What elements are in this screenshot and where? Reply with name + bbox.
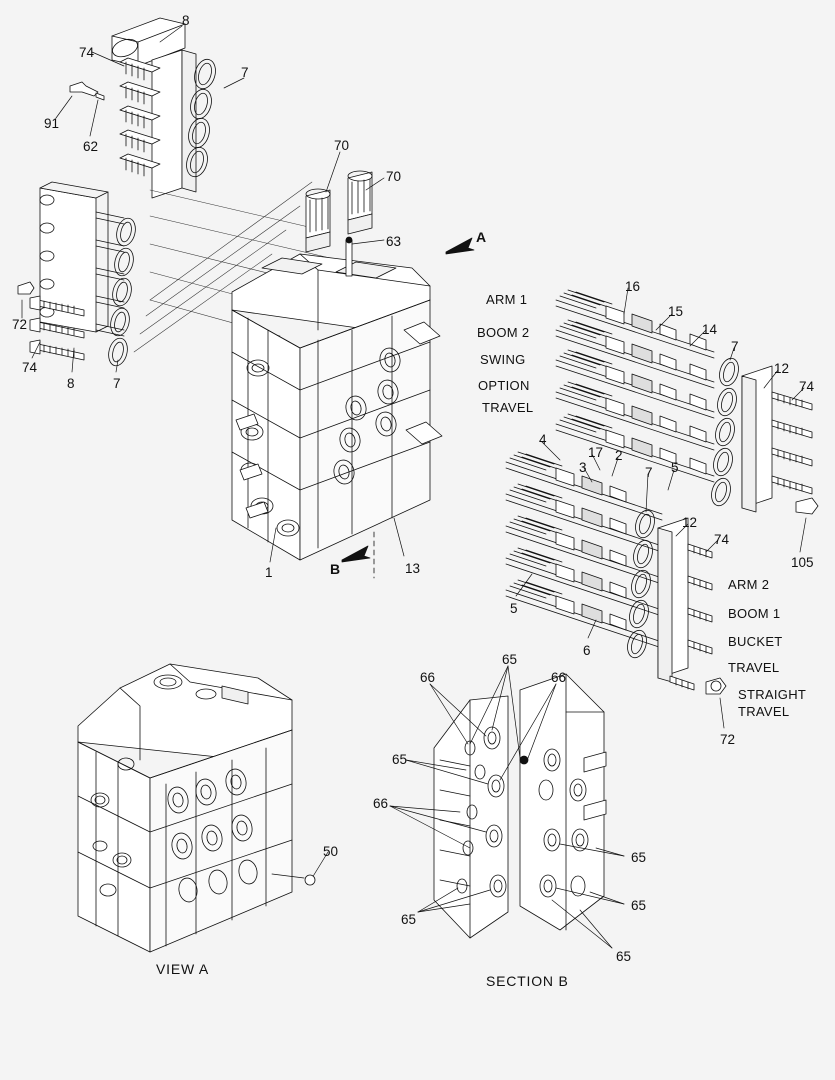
function-label-boom-1: BOOM 1 [728, 606, 781, 621]
callout-12-lowerright: 12 [682, 515, 698, 530]
callout-91: 91 [44, 116, 60, 131]
callout-74-lowerright: 74 [714, 532, 730, 547]
callout-66-b: 66 [551, 670, 567, 685]
callout-8-left: 8 [67, 376, 75, 391]
callout-4: 4 [539, 432, 547, 447]
callout-105: 105 [791, 555, 814, 570]
callout-62: 62 [83, 139, 99, 154]
callout-2: 2 [615, 448, 623, 463]
function-label-straight-travel: TRAVEL [738, 704, 790, 719]
function-label-boom-2: BOOM 2 [477, 325, 530, 340]
callout-5-lower: 5 [510, 601, 518, 616]
callout-15: 15 [668, 304, 684, 319]
callout-16: 16 [625, 279, 641, 294]
callout-1: 1 [265, 565, 273, 580]
section-marker-b: B [330, 561, 341, 577]
callout-72-right: 72 [720, 732, 736, 747]
left-spool-stack [18, 182, 138, 368]
callout-70-a: 70 [334, 138, 350, 153]
callout-65-a: 65 [502, 652, 518, 667]
callout-72-left: 72 [12, 317, 28, 332]
function-label-bucket: BUCKET [728, 634, 783, 649]
callout-65-d: 65 [631, 898, 647, 913]
section-b-illustration [390, 666, 624, 948]
callout-63: 63 [386, 234, 402, 249]
callout-3: 3 [579, 460, 587, 475]
callout-74-topleft: 74 [79, 45, 95, 60]
callout-65-e: 65 [401, 912, 417, 927]
view-a-title: VIEW A [156, 961, 210, 977]
function-label-travel-left: TRAVEL [482, 400, 534, 415]
callout-65-f: 65 [616, 949, 632, 964]
callout-66-a: 66 [420, 670, 436, 685]
callout-7-topleft: 7 [241, 65, 249, 80]
callout-12-upperright: 12 [774, 361, 790, 376]
callout-50: 50 [323, 844, 339, 859]
callout-5-upper: 5 [671, 460, 679, 475]
function-label-travel-right: TRAVEL [728, 660, 780, 675]
callout-17: 17 [588, 445, 604, 460]
view-a-illustration [78, 664, 315, 952]
callout-7-mid: 7 [645, 465, 653, 480]
callout-14: 14 [702, 322, 718, 337]
callout-65-c: 65 [631, 850, 647, 865]
callout-70-b: 70 [386, 169, 402, 184]
callout-7-left: 7 [113, 376, 121, 391]
function-label-arm-1: ARM 1 [486, 292, 528, 307]
callout-74-left: 74 [22, 360, 38, 375]
lower-right-spool-assemblies [506, 452, 726, 694]
function-label-swing: SWING [480, 352, 526, 367]
callout-6: 6 [583, 643, 591, 658]
function-label-option: OPTION [478, 378, 530, 393]
callout-7-upperright: 7 [731, 339, 739, 354]
callout-74-upperright: 74 [799, 379, 815, 394]
function-label-arm-2: ARM 2 [728, 577, 770, 592]
section-b-title: SECTION B [486, 973, 569, 989]
callout-65-b: 65 [392, 752, 408, 767]
function-label-straight: STRAIGHT [738, 687, 807, 702]
callout-66-c: 66 [373, 796, 389, 811]
section-marker-a: A [476, 229, 487, 245]
callout-8-top: 8 [182, 13, 190, 28]
callout-13: 13 [405, 561, 421, 576]
